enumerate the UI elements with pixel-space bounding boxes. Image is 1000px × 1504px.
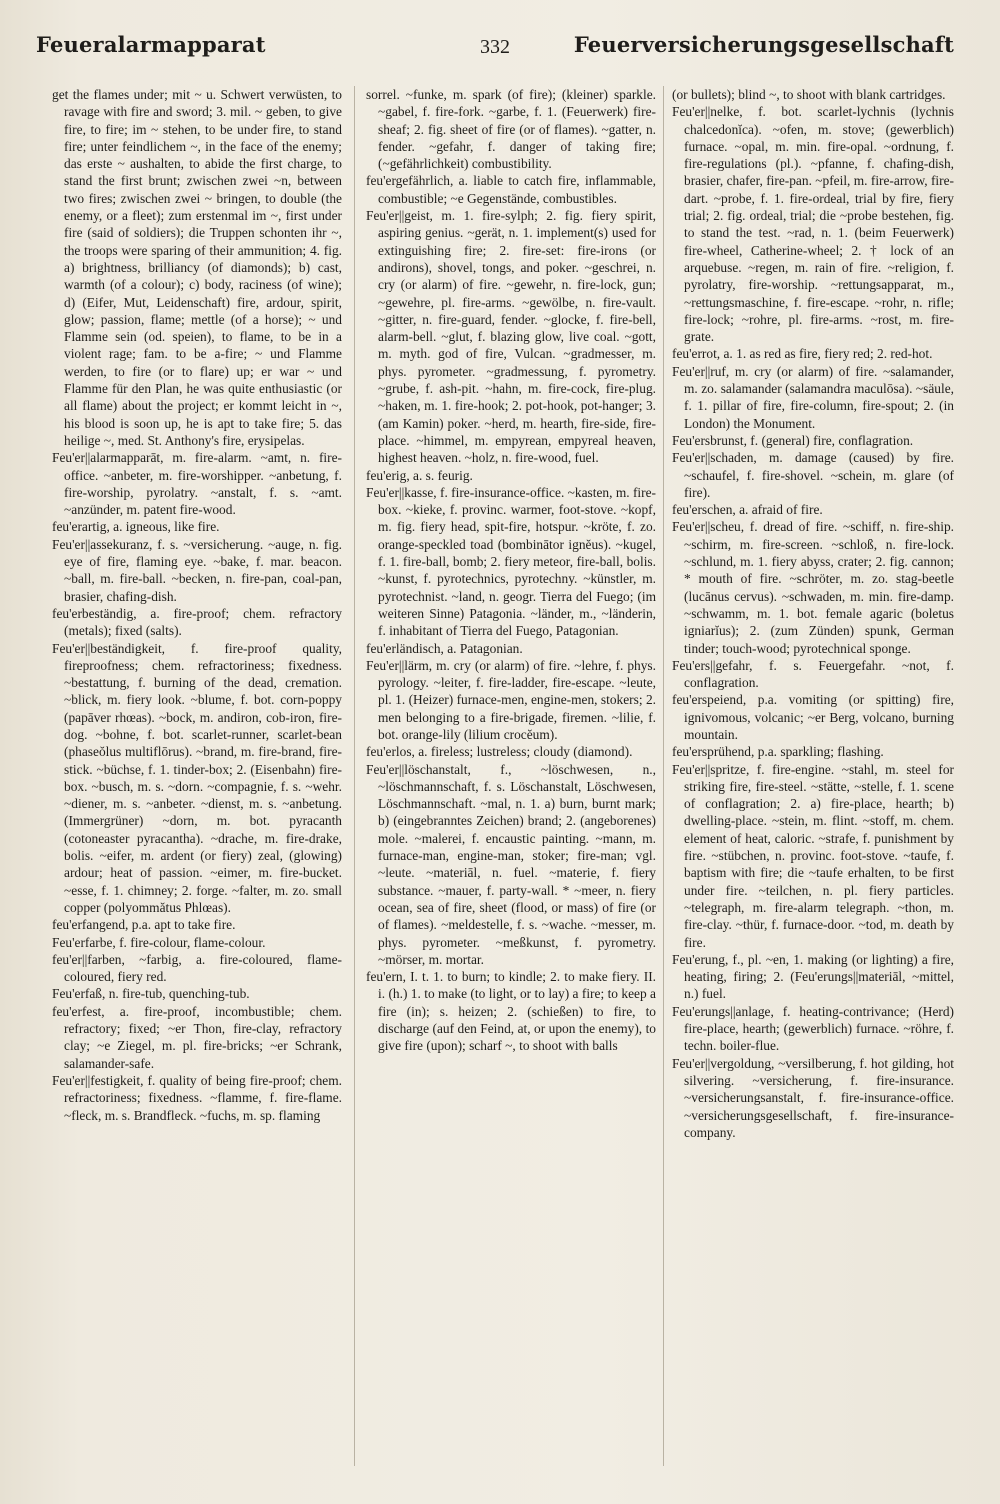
- dictionary-entry: feu'erartig, a. igneous, like fire.: [52, 519, 220, 535]
- dictionary-entry: Feu'er||ruf, m. cry (or alarm) of fire. ~salamander, m. zo. salamander (salamandra maculōsa). ~säule, f. 1. pillar of fire, fire-column, fire-spout; 2. (in London) the Monument.: [672, 363, 954, 431]
- dictionary-entry: Feu'er||löschanstalt, f., ~löschwesen, n., ~löschmannschaft, f. s. Löschanstalt, Löschwesen, Löschmannschaft. ~mal, n. 1. a) burn, burnt mark; b) (eingebranntes Zeichen) brand; 2. (angeborenes) mole. ~malerei, f. encaustic painting. ~mann, m. furnace-man, engine-man, stoker; fire-man; vgl. ~leute. ~materiāl, n. fuel. ~materie, f. fiery substance. ~mauer, f. party-wall. * ~meer, n. fiery ocean, sea of fire, sheet (flood, or mass) of fire (or of flames). ~meldestelle, f. s. ~wache. ~messer, m. phys. pyrometer. ~meßkunst, f. pyrometry. ~mörser, m. mortar.: [366, 761, 656, 967]
- dictionary-entry: feu'errot, a. 1. as red as fire, fiery red; 2. red-hot.: [672, 346, 933, 362]
- dictionary-entry: Feu'er||kasse, f. fire-insurance-office. ~kasten, m. fire-box. ~kieke, f. provinc. warmer, foot-stove. ~kopf, m. fig. fiery head, spit-fire, hotspur. ~kröte, f. zo. orange-speckled toad (bombinātor ignĕus). ~kugel, f. 1. fire-ball, bomb; 2. fiery meteor, fire-ball, bolis. ~kunst, f. pyrotechnics, pyrotechny. ~künstler, m. pyrotechnist. ~land, n. geogr. Tierra del Fuego; (im weiteren Sinne) Patagonia. ~länder, m., ~länderin, f. inhabitant of Tierra del Fuego, Patagonian.: [366, 484, 656, 639]
- dictionary-entry: feu'ergefährlich, a. liable to catch fire, inflammable, combustible; ~e Gegenstände, combustibles.: [366, 173, 656, 206]
- column-left: [52, 86, 342, 1486]
- dictionary-entry: Feu'er||beständigkeit, f. fire-proof quality, fireproofness; chem. refractoriness; fixedness. ~bestattung, f. burning of the dead, cremation. ~blick, m. fiery look. ~blume, f. bot. corn-poppy (papāver rhœas). ~bock, m. andiron, cob-iron, fire-dog. ~bohne, f. bot. scarlet-runner, scarlet-bean (phaseŏlus multiflōrus). ~brand, m. fire-brand, fire-stick. ~büchse, f. 1. tinder-box; 2. (Eisenbahn) fire-box. ~busch, m. s. ~dorn. ~compagnie, f. s. ~wehr. ~diener, m. s. ~anbeter. ~dienst, m. s. ~anbetung. (Immergrüner) ~dorn, m. bot. pyracanth (cotoneaster pyracantha). ~drache, m. fire-drake, bolis. ~eifer, m. ardent (or fiery) zeal, (glowing) ardour; heat of passion. ~eimer, m. fire-bucket. ~esse, f. 1. chimney; 2. forge. ~falter, m. zo. small copper (polyommătus Phlœas).: [52, 640, 342, 915]
- header-right-catchword: Feuerversicherungsgesellschaft: [573, 32, 954, 57]
- dictionary-entry: feu'erbeständig, a. fire-proof; chem. refractory (metals); fixed (salts).: [52, 605, 342, 639]
- dictionary-entry: feu'ern, I. t. 1. to burn; to kindle; 2. to make fiery. II. i. (h.) 1. to make (to light, or to lay) a fire; to keep a fire (in); s. heizen; 2. (schießen) to fire, to discharge (auf den Feind, at, or upon the enemy), to give fire (upon); scharf ~, to shoot with balls: [366, 969, 656, 1054]
- dictionary-entry: Feu'erfaß, n. fire-tub, quenching-tub.: [52, 986, 250, 1002]
- dictionary-entry: Feu'er||lärm, m. cry (or alarm) of fire. ~lehre, f. phys. pyrology. ~leiter, f. fire-ladder, fire-escape. ~leute, pl. 1. (Heizer) furnace-men, engine-men, stokers; 2. men belonging to a fire-brigade, firemen. ~lilie, f. bot. orange-lily (lilium crocĕum).: [366, 657, 656, 742]
- dictionary-entry: Feu'er||festigkeit, f. quality of being fire-proof; chem. refractoriness; fixedness. ~flamme, f. fire-flame. ~fleck, m. s. Brandfleck. ~fuchs, m. sp. flaming: [52, 1072, 342, 1123]
- page-header: [36, 32, 954, 72]
- dictionary-entry: get the flames under; mit ~ u. Schwert verwüsten, to ravage with fire and sword; 3. mil. ~ geben, to give fire, to fire; im ~ stehen, to be under fire, to stand fire; unter feindlichem ~, in the face of the enemy; das erste ~ aushalten, to abide the first charge, to stand the first brunt; zwischen zwei ~n, between two fires; zwischen zwei ~ bringen, to double (the enemy, or a fleet); zum erstenmal im ~, first under fire (said of soldiers); die Truppen schonten ihr ~, the troops were sparing of their ammunition; 4. fig. a) brightness, brilliancy (of diamonds); b) cast, warmth (of a colour); c) body, raciness (of wine); d) (Eifer, Mut, Leidenschaft) fire, ardour, spirit, glow; passion, flame; mettle (of a horse); ~ und Flamme sein (od. speien), to flame, to be in a violent rage; fam. to be a-fire; ~ und Flamme werden, to fire (or to flare) up; er war ~ und Flamme für den Plan, he was quite enthusiastic (or all flame) about the project; er kommt leicht in ~, his blood is soon up, he is apt to take fire; 5. das heilige ~, med. St. Anthony's fire, erysipelas.: [52, 87, 342, 448]
- dictionary-entry: Feu'erungs||anlage, f. heating-contrivance; (Herd) fire-place, hearth; (gewerblich) furnace. ~röhre, f. techn. boiler-flue.: [672, 1003, 954, 1054]
- dictionary-entry: Feu'er||spritze, f. fire-engine. ~stahl, m. steel for striking fire, fire-steel. ~stätte, ~stelle, f. 1. scene of conflagration; 2. a) fire-place, hearth; b) dwelling-place. ~stein, m. flint. ~stoff, m. chem. element of heat, caloric. ~strafe, f. punishment by fire. ~stübchen, n. provinc. foot-stove. ~taufe, f. baptism with fire; die ~taufe erhalten, to be first under fire. ~teilchen, n. pl. fiery particles. ~telegraph, m. fire-alarm telegraph. ~thon, m. fire-clay. ~thür, f. furnace-door. ~tod, m. death by fire.: [672, 761, 954, 950]
- dictionary-entry: Feu'er||alarmapparāt, m. fire-alarm. ~amt, n. fire-office. ~anbeter, m. fire-worshipper. ~anbetung, f. fire-worship, pyrolatry. ~anstalt, f. s. ~amt. ~anzünder, m. patent fire-wood.: [52, 450, 342, 518]
- column-divider: [663, 86, 664, 1466]
- dictionary-entry: feu'erlos, a. fireless; lustreless; cloudy (diamond).: [366, 744, 633, 760]
- dictionary-entry: Feu'er||nelke, f. bot. scarlet-lychnis (lychnis chalcedonĭca). ~ofen, m. stove; (gewerblich) furnace. ~opal, m. min. fire-opal. ~ordnung, f. fire-regulations (pl.). ~pfanne, f. chafing-dish, brasier, chafer, fire-pan. ~pfeil, m. fire-arrow, fire-dart. ~probe, f. 1. fire-ordeal, trial by fire, fiery trial; 2. fig. ordeal, trial; die ~probe bestehen, fig. to stand the test. ~rad, n. 1. (beim Feuerwerk) fire-wheel, Catherine-wheel; 2. † lock of an arquebuse. ~regen, m. rain of fire. ~religion, f. pyrolatry, fire-worship. ~rettungsapparat, m., ~rettungsmaschine, f. fire-escape. ~rohr, n. rifle; fire-lock; ~rohre, pl. fire-arms. ~rost, m. fire-grate.: [672, 104, 954, 345]
- dictionary-entry: feu'ersprühend, p.a. sparkling; flashing.: [672, 744, 884, 760]
- dictionary-entry: Feu'er||geist, m. 1. fire-sylph; 2. fig. fiery spirit, aspiring genius. ~gerät, n. 1. implement(s) used for extinguishing fire; 2. fire-set: fire-irons (or andirons), shovel, tongs, and poker. ~geschrei, n. cry (or alarm) of fire. ~gewehr, n. fire-lock, gun; ~gewehre, pl. fire-arms. ~gewölbe, n. fire-vault. ~gitter, n. fire-guard, fender. ~glocke, f. fire-bell, alarm-bell. ~glut, f. blazing glow, live coal. ~gott, m. myth. god of fire, Vulcan. ~gradmesser, m. phys. pyrometer. ~gradmessung, f. pyrometry. ~grube, f. ash-pit. ~hahn, m. fire-cock, fire-plug. ~haken, m. 1. fire-hook; 2. pot-hook, pot-hanger; 3. (am Kamin) poker. ~herd, m. hearth, fire-side, fire-place. ~himmel, m. empyrean, empyreal heaven, highest heaven. ~holz, n. fire-wood, fuel.: [366, 208, 656, 466]
- dictionary-entry: Feu'ers||gefahr, f. s. Feuergefahr. ~not, f. conflagration.: [672, 657, 954, 691]
- column-divider: [354, 86, 355, 1466]
- dictionary-entry: feu'erländisch, a. Patagonian.: [366, 640, 523, 656]
- dictionary-entry: Feu'er||scheu, f. dread of fire. ~schiff, n. fire-ship. ~schirm, m. fire-screen. ~schloß, n. fire-lock. ~schlund, m. 1. fiery abyss, crater; 2. fig. cannon; * mouth of fire. ~schröter, m. zo. stag-beetle (lucānus cervus). ~schwaden, m. min. fire-damp. ~schwamm, m. 1. bot. female agaric (boletus igniarĭus); 2. (zum Zünden) spunk, German tinder; touch-wood; pyrotechnical sponge.: [672, 519, 954, 656]
- dictionary-entry: Feu'ersbrunst, f. (general) fire, conflagration.: [672, 432, 914, 448]
- column-right: [672, 86, 954, 1486]
- dictionary-entry: feu'erig, a. s. feurig.: [366, 467, 473, 483]
- page-number: 332: [480, 36, 510, 58]
- dictionary-entry: Feu'er||vergoldung, ~versilberung, f. hot gilding, hot silvering. ~versicherung, f. fire-insurance. ~versicherungsanstalt, f. fire-insurance-office. ~versicherungsgesellschaft, f. fire-insurance-company.: [672, 1055, 954, 1140]
- header-left-catchword: Feueralarmapparat: [36, 32, 266, 57]
- dictionary-entry: feu'erfangend, p.a. apt to take fire.: [52, 917, 236, 933]
- dictionary-entry: (or bullets); blind ~, to shoot with blank cartridges.: [672, 87, 946, 102]
- dictionary-entry: sorrel. ~funke, m. spark (of fire); (kleiner) sparkle. ~gabel, f. fire-fork. ~garbe, f. 1. (Feuerwerk) fire-sheaf; 2. fig. sheet of fire (or of flames). ~gatter, n. fender. ~gefahr, f. danger of taking fire; (~gefährlichkeit) combustibility.: [366, 87, 656, 172]
- dictionary-entry: Feu'erung, f., pl. ~en, 1. making (or lighting) a fire, heating, firing; 2. (Feu'erungs||materiāl, ~mittel, n.) fuel.: [672, 951, 954, 1002]
- dictionary-entry: feu'erschen, a. afraid of fire.: [672, 502, 823, 518]
- dictionary-entry: feu'erfest, a. fire-proof, incombustible; chem. refractory; fixed; ~er Thon, fire-clay, refractory clay; ~e Ziegel, m. pl. fire-bricks; ~er Schrank, salamander-safe.: [52, 1003, 342, 1071]
- dictionary-entry: feu'er||farben, ~farbig, a. fire-coloured, flame-coloured, fiery red.: [52, 951, 342, 985]
- column-middle: [366, 86, 656, 1486]
- dictionary-entry: Feu'er||assekuranz, f. s. ~versicherung. ~auge, n. fig. eye of fire, flaming eye. ~bake, f. mar. beacon. ~ball, m. fire-ball. ~becken, n. fire-pan, coal-pan, brasier, chafing-dish.: [52, 536, 342, 604]
- dictionary-entry: feu'erspeiend, p.a. vomiting (or spitting) fire, ignivomous, volcanic; ~er Berg, volcano, burning mountain.: [672, 692, 954, 742]
- dictionary-entry: Feu'er||schaden, m. damage (caused) by fire. ~schaufel, f. fire-shovel. ~schein, m. glare (of fire).: [672, 450, 954, 500]
- dictionary-entry: Feu'erfarbe, f. fire-colour, flame-colour.: [52, 934, 266, 950]
